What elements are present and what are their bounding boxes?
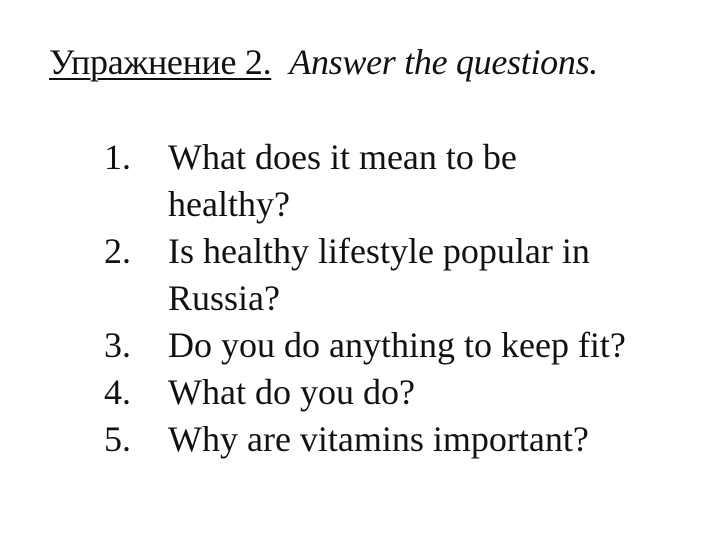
question-number: 4. (104, 372, 131, 412)
instruction-text: Answer the questions. (289, 42, 598, 82)
question-number: 2. (104, 231, 131, 271)
question-number: 3. (104, 325, 131, 365)
list-item (104, 369, 664, 416)
page-title (49, 38, 598, 86)
question-text: Is healthy lifestyle popular in Russia? (168, 231, 590, 318)
list-item (104, 322, 664, 369)
question-text: Do you do anything to keep fit? (168, 325, 626, 365)
list-item (104, 228, 664, 322)
question-list (104, 134, 664, 463)
list-item (104, 416, 664, 463)
list-item (104, 134, 664, 228)
question-number: 5. (104, 419, 131, 459)
question-text: What does it mean to be healthy? (168, 137, 517, 224)
question-number: 1. (104, 137, 131, 177)
question-text: What do you do? (168, 372, 415, 412)
exercise-label: Упражнение 2. (49, 42, 272, 82)
question-text: Why are vitamins important? (168, 419, 589, 459)
